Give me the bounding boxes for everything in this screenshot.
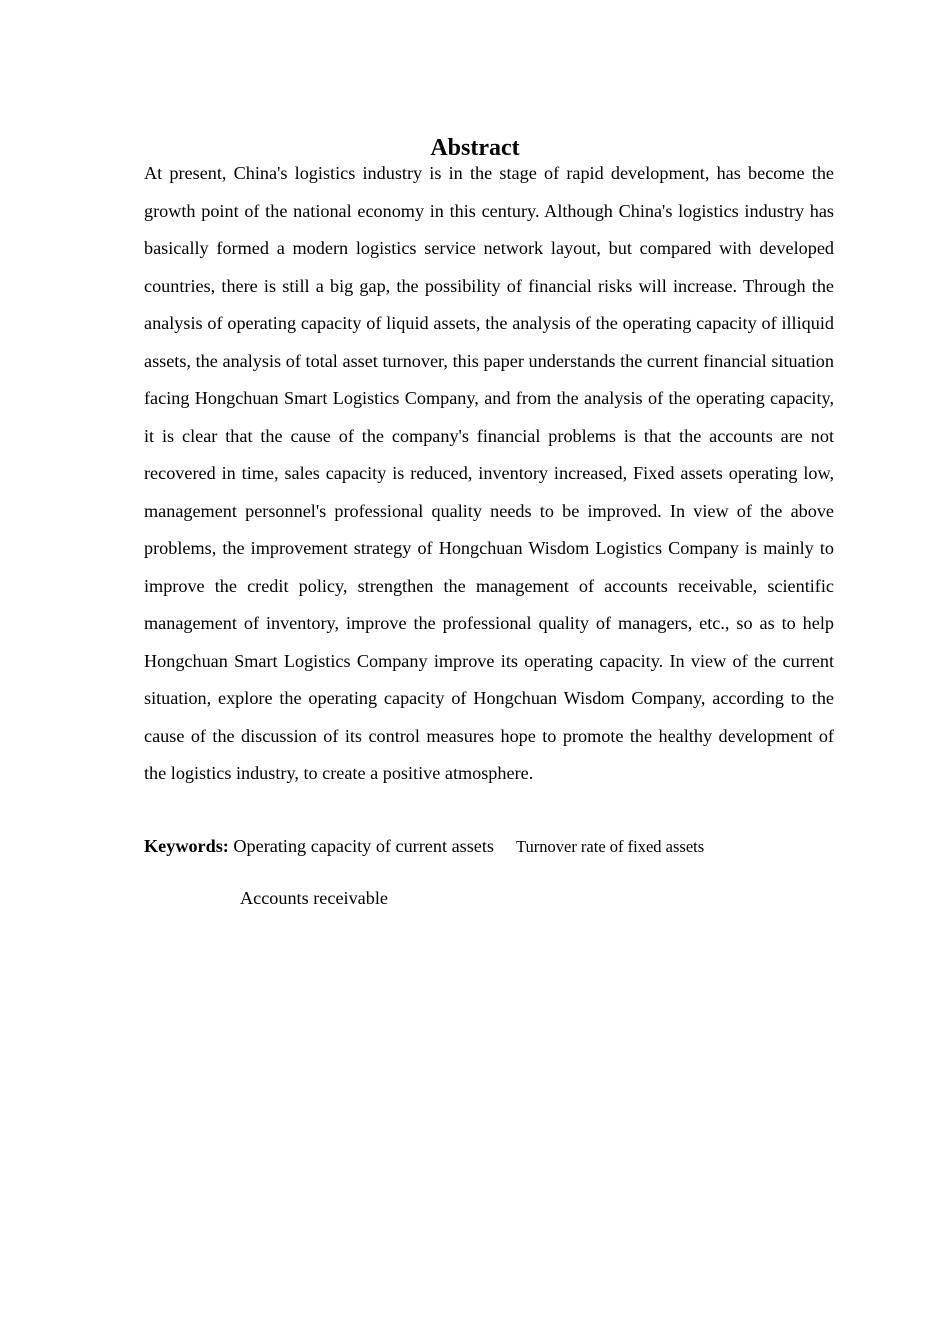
keyword-item: Turnover rate of fixed assets xyxy=(516,837,705,856)
keyword-item: Operating capacity of current assets xyxy=(233,836,494,856)
keywords-label: Keywords: xyxy=(144,836,229,856)
abstract-title: Abstract xyxy=(430,135,520,161)
abstract-body: At present, China's logistics industry is in the stage of rapid development, has become the growth point of the national economy in this century. Although China's logistics industry has basically formed a modern logistics service network layout, but compared with developed countries, there is still a big gap, the possibility of financial risks will increase. Through the analysis of operating capacity of liquid assets, the analysis of the operating capacity of illiquid assets, the analysis of total asset turnover, this paper understands the current financial situation facing Hongchuan Smart Logistics Company, and from the analysis of the operating capacity, it is clear that the cause of the company's financial problems is that the accounts are not recovered in time, sales capacity is reduced, inventory increased, Fixed assets operating low, management personnel's professional quality needs to be improved. In view of the above problems, the improvement strategy of Hongchuan Wisdom Logistics Company is mainly to improve the credit policy, strengthen the management of accounts receivable, scientific management of inventory, improve the professional quality of managers, etc., so as to help Hongchuan Smart Logistics Company improve its operating capacity. In view of the current situation, explore the operating capacity of Hongchuan Wisdom Company, according to the cause of the discussion of its control measures hope to promote the healthy development of the logistics industry, to create a positive atmosphere. xyxy=(144,163,834,783)
keywords-line xyxy=(144,828,844,866)
keyword-item: Accounts receivable xyxy=(240,888,388,908)
